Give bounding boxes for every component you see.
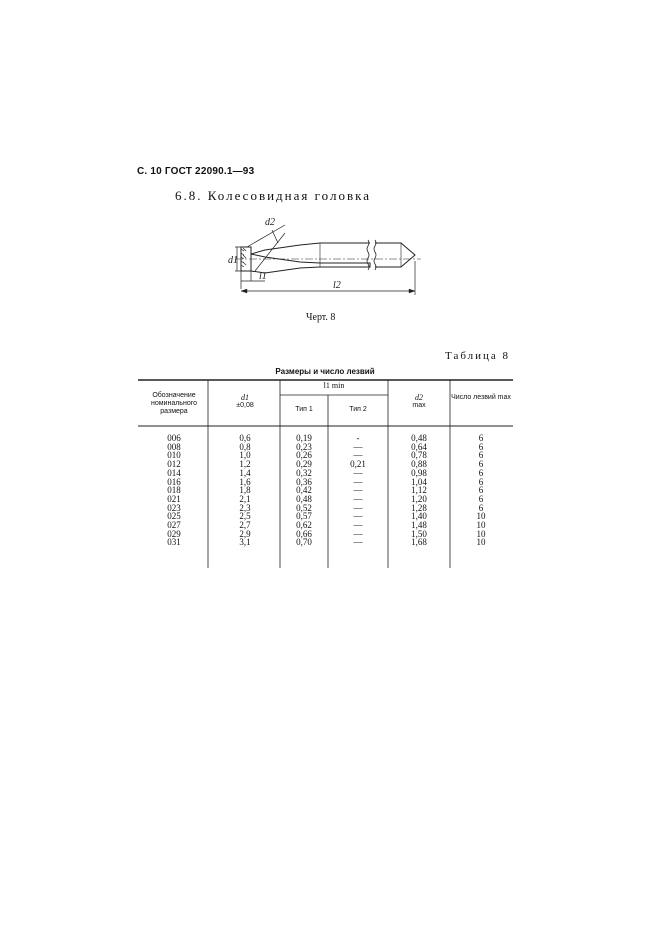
table-cell-d2: 1,68: [411, 537, 427, 548]
table-cell-blades: 6: [478, 485, 484, 496]
table-cell-d1: 0,8: [239, 441, 251, 452]
table-cell-type2: 0,21: [350, 459, 366, 470]
table-cell-type1: 0,66: [296, 528, 312, 539]
table-cell-d2: 0,78: [411, 450, 427, 461]
table-cell-type2: —: [353, 511, 363, 522]
table-cell-type1: 0,52: [296, 502, 312, 513]
header-d1: d1: [241, 393, 249, 402]
table-cell-designation: 014: [167, 467, 181, 478]
table-cell-type2: —: [353, 493, 363, 504]
table-cell-type2: —: [353, 520, 363, 531]
table-cell-type2: —: [353, 450, 363, 461]
table-cell-d1: 0,6: [239, 433, 251, 443]
table-cell-blades: 6: [478, 433, 484, 443]
table-cell-type1: 0,48: [296, 493, 312, 504]
table-cell-d1: 1,8: [239, 485, 251, 496]
header-designation: Обозначение номинального размера: [150, 392, 198, 415]
table-cell-d2: 1,48: [411, 520, 427, 531]
figure-caption: Черт. 8: [306, 312, 336, 323]
table-cell-d2: 1,20: [411, 493, 427, 504]
page-header: С. 10 ГОСТ 22090.1—93: [137, 166, 255, 177]
table-cell-designation: 021: [167, 493, 181, 504]
table-cell-blades: 10: [476, 537, 486, 548]
header-blades: Число лезвий max: [451, 394, 511, 401]
header-l1-min: l1 min: [323, 381, 345, 390]
table-title: Размеры и число лезвий: [275, 367, 375, 376]
column-d2: [388, 434, 450, 547]
table-cell-designation: 008: [167, 441, 181, 452]
table-label: Таблица 8: [445, 350, 511, 362]
table-cell-type1: 0,32: [296, 467, 312, 478]
table-cell-blades: 6: [478, 467, 484, 478]
table-cell-d1: 2,5: [239, 511, 251, 522]
table-cell-d2: 1,12: [411, 485, 427, 496]
table-cell-type2: —: [353, 441, 363, 452]
tool-drawing: [225, 205, 425, 300]
table-cell-d1: 3,1: [239, 537, 251, 548]
table-cell-designation: 029: [167, 528, 181, 539]
table-cell-designation: 031: [167, 537, 181, 548]
l1-label: l1: [259, 271, 267, 282]
table-cell-d1: 1,6: [239, 476, 251, 487]
table-cell-d2: 0,48: [411, 433, 427, 443]
table-cell-type2: —: [353, 476, 363, 487]
shank-upper-outline: [251, 243, 370, 254]
table-cell-d1: 2,1: [239, 493, 251, 504]
column-type1: [280, 434, 328, 547]
table-cell-type1: 0,42: [296, 485, 312, 496]
table-cell-d2: 1,50: [411, 528, 427, 539]
table-cell-blades: 10: [476, 511, 486, 522]
table-cell-d2: 0,64: [411, 441, 427, 452]
column-d1: [210, 434, 280, 547]
l2-label: l2: [333, 280, 341, 291]
table-cell-type1: 0,23: [296, 441, 312, 452]
column-designation: [140, 434, 208, 547]
table-cell-type1: 0,62: [296, 520, 312, 531]
table-cell-d2: 1,28: [411, 502, 427, 513]
table-cell-type2: —: [353, 485, 363, 496]
table-cell-blades: 6: [478, 441, 484, 452]
table-cell-type2: -: [356, 433, 360, 443]
table-cell-type2: —: [353, 537, 363, 548]
table-cell-blades: 6: [478, 459, 484, 470]
table-cell-blades: 6: [478, 476, 484, 487]
table-cell-d1: 2,9: [239, 528, 251, 539]
table-cell-type1: 0,26: [296, 450, 312, 461]
table-cell-type1: 0,29: [296, 459, 312, 470]
header-type2: Тип 2: [349, 406, 367, 413]
table-cell-designation: 027: [167, 520, 181, 531]
header-d2: d2: [415, 393, 423, 402]
table-cell-designation: 016: [167, 476, 181, 487]
table-cell-blades: 10: [476, 528, 486, 539]
table-cell-blades: 6: [478, 493, 484, 504]
table-cell-designation: 012: [167, 459, 181, 470]
table-cell-d1: 1,2: [239, 459, 251, 470]
table-cell-type2: —: [353, 502, 363, 513]
table-cell-blades: 6: [478, 450, 484, 461]
table-cell-type2: —: [353, 467, 363, 478]
table-cell-d2: 1,40: [411, 511, 427, 522]
table-cell-designation: 010: [167, 450, 181, 461]
table-cell-type1: 0,70: [296, 537, 312, 548]
table-cell-d2: 0,88: [411, 459, 427, 470]
table-cell-d2: 0,98: [411, 467, 427, 478]
table-cell-d1: 2,7: [239, 520, 251, 531]
table-cell-d2: 1,04: [411, 476, 427, 487]
table-cell-blades: 10: [476, 520, 486, 531]
d2-label: d2: [265, 217, 275, 228]
d1-label: d1: [228, 255, 238, 266]
column-type2: [328, 434, 388, 547]
shank-lower-outline: [251, 254, 370, 273]
table-cell-type1: 0,36: [296, 476, 312, 487]
table-cell-designation: 023: [167, 502, 181, 513]
table-cell-type2: —: [353, 528, 363, 539]
table-cell-d1: 1,4: [239, 467, 251, 478]
section-title: 6.8. Колесовидная головка: [175, 188, 371, 203]
header-d2-max: max: [412, 402, 426, 409]
table-cell-blades: 6: [478, 502, 484, 513]
table-cell-d1: 1,0: [239, 450, 251, 461]
table-cell-designation: 025: [167, 511, 181, 522]
table-cell-designation: 006: [167, 433, 181, 443]
table-cell-type1: 0,57: [296, 511, 312, 522]
column-blades: [450, 434, 512, 547]
table-cell-type1: 0,19: [296, 433, 312, 443]
table-cell-d1: 2,3: [239, 502, 251, 513]
header-type1: Тип 1: [295, 406, 313, 413]
header-d1-tolerance: ±0,08: [236, 402, 254, 409]
table-cell-designation: 018: [167, 485, 181, 496]
